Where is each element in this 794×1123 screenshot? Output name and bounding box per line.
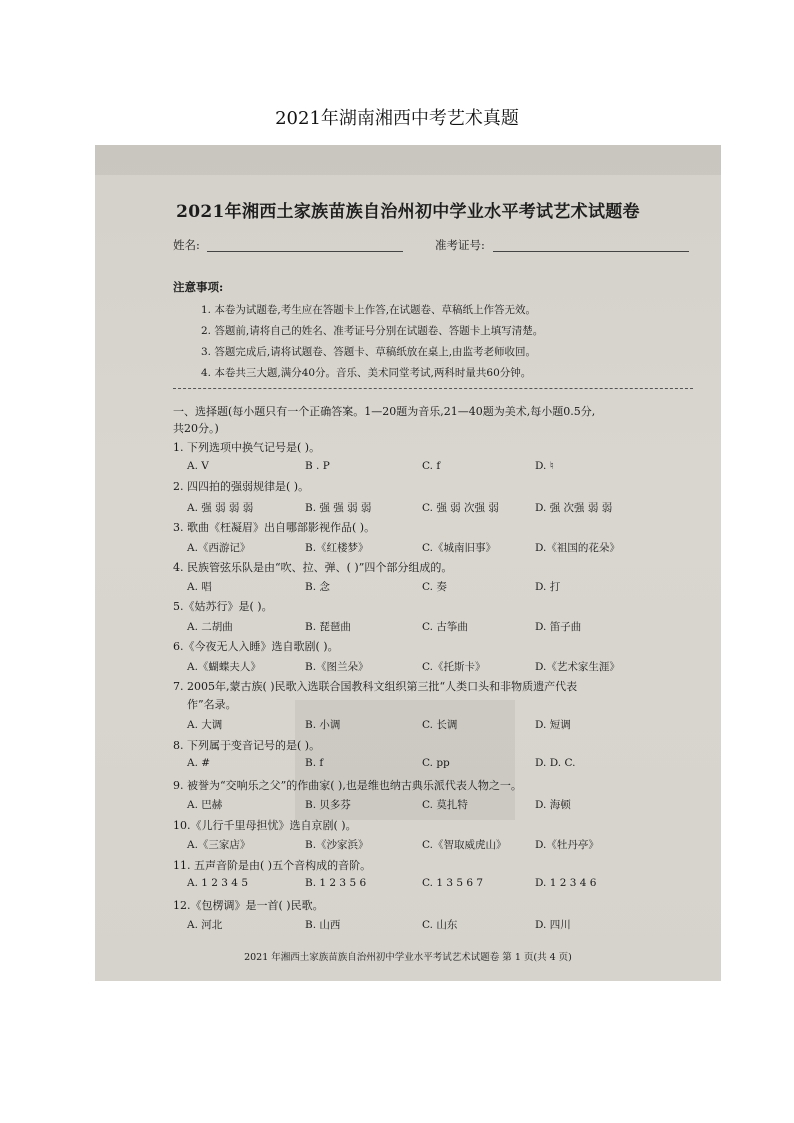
page-footer: 2021 年湘西土家族苗族自治州初中学业水平考试艺术试题卷 第 1 页(共 4 页) [244,952,572,963]
option: B. 强 强 弱 弱 [305,502,372,514]
section-heading-line: 一、选择题(每小题只有一个正确答案。1—20题为音乐,21—40题为美术,每小题0.5分, [173,405,596,418]
option: B . P [305,460,330,472]
option: D. D. C. [535,757,576,769]
option: A.《蝴蝶夫人》 [187,661,261,673]
notice-item: 1. 本卷为试题卷,考生应在答题卡上作答,在试题卷、草稿纸上作答无效。 [201,304,537,316]
option: C. 古筝曲 [422,621,468,633]
option: B.《图兰朵》 [305,661,369,673]
candidate-info-row [173,237,693,259]
option: A. 巴赫 [187,799,223,811]
divider [173,388,693,389]
option: C. f [422,460,441,472]
option: A.《西游记》 [187,542,251,554]
option: A. 河北 [187,919,223,931]
option: D. ♮ [535,460,554,472]
question: 3. 歌曲《枉凝眉》出自哪部影视作品( )。 [173,521,376,534]
question: 8. 下列属于变音记号的是( )。 [173,739,321,752]
option: C. pp [422,757,450,769]
option: D.《祖国的花朵》 [535,542,620,554]
notice-item: 3. 答题完成后,请将试题卷、答题卡、草稿纸放在桌上,由监考老师收回。 [201,346,537,358]
option: C. 山东 [422,919,458,931]
question: 6.《今夜无人入睡》选自歌剧( )。 [173,640,339,653]
option: A. 唱 [187,581,212,593]
option: C.《城南旧事》 [422,542,496,554]
option: C.《智取威虎山》 [422,839,507,851]
option: A.《三家店》 [187,839,251,851]
option: D. 笛子曲 [535,621,582,633]
option: D.《牡丹亭》 [535,839,599,851]
option: C. 奏 [422,581,447,593]
section-heading-line: 共20分。) [173,422,219,435]
option: A. 二胡曲 [187,621,233,633]
option: B. 贝多芬 [305,799,351,811]
option: B. 念 [305,581,330,593]
notice-heading: 注意事项: [173,280,224,294]
question: 1. 下列选项中换气记号是( )。 [173,441,321,454]
option: C.《托斯卡》 [422,661,486,673]
notice-item: 4. 本卷共三大题,满分40分。音乐、美术同堂考试,两科时量共60分钟。 [201,367,532,379]
option: D. 强 次强 弱 弱 [535,502,613,514]
option: D.《艺术家生涯》 [535,661,620,673]
option: D. 海顿 [535,799,571,811]
option: D. 短调 [535,719,571,731]
option: C. 长调 [422,719,458,731]
name-line [207,251,403,252]
question-continued: 作”名录。 [187,698,237,711]
option: D. 四川 [535,919,571,931]
question: 12.《包楞调》是一首( )民歌。 [173,899,324,912]
document-title: 2021年湖南湘西中考艺术真题 [275,108,519,129]
question: 11. 五声音阶是由( )五个音构成的音阶。 [173,859,372,872]
option: C. 1 3 5 6 7 [422,877,484,889]
option: B. 山西 [305,919,341,931]
option: D. 打 [535,581,561,593]
option: B. 琵琶曲 [305,621,351,633]
option: B.《红楼梦》 [305,542,369,554]
notice-item: 2. 答题前,请将自己的姓名、准考证号分别在试题卷、答题卡上填写清楚。 [201,325,544,337]
option: B. 小调 [305,719,341,731]
exam-title: 2021年湘西土家族苗族自治州初中学业水平考试艺术试题卷 [176,202,640,222]
option: A. V [187,460,209,472]
question: 7. 2005年,蒙古族( )民歌入选联合国教科文组织第三批“人类口头和非物质遗产代表 [173,680,578,693]
option: B. 1 2 3 5 6 [305,877,367,889]
option: A. 强 弱 弱 弱 [187,502,254,514]
id-label: 准考证号: [435,238,485,252]
option: C. 莫扎特 [422,799,468,811]
question: 10.《儿行千里母担忧》选自京剧( )。 [173,819,357,832]
option: B. f [305,757,324,769]
option: C. 强 弱 次强 弱 [422,502,499,514]
id-line [493,251,689,252]
section-heading [173,403,703,437]
option: A. # [187,757,211,769]
option: D. 1 2 3 4 6 [535,877,597,889]
question: 2. 四四拍的强弱规律是( )。 [173,480,310,493]
question: 5.《姑苏行》是( )。 [173,600,273,613]
option: B.《沙家浜》 [305,839,369,851]
question: 9. 被誉为“交响乐之父”的作曲家( ),也是维也纳古典乐派代表人物之一。 [173,779,522,792]
name-label: 姓名: [173,238,200,252]
option: A. 大调 [187,719,223,731]
option: A. 1 2 3 4 5 [187,877,249,889]
question: 4. 民族管弦乐队是由“吹、拉、弹、( )”四个部分组成的。 [173,561,453,574]
exam-paper-photo [95,145,721,981]
